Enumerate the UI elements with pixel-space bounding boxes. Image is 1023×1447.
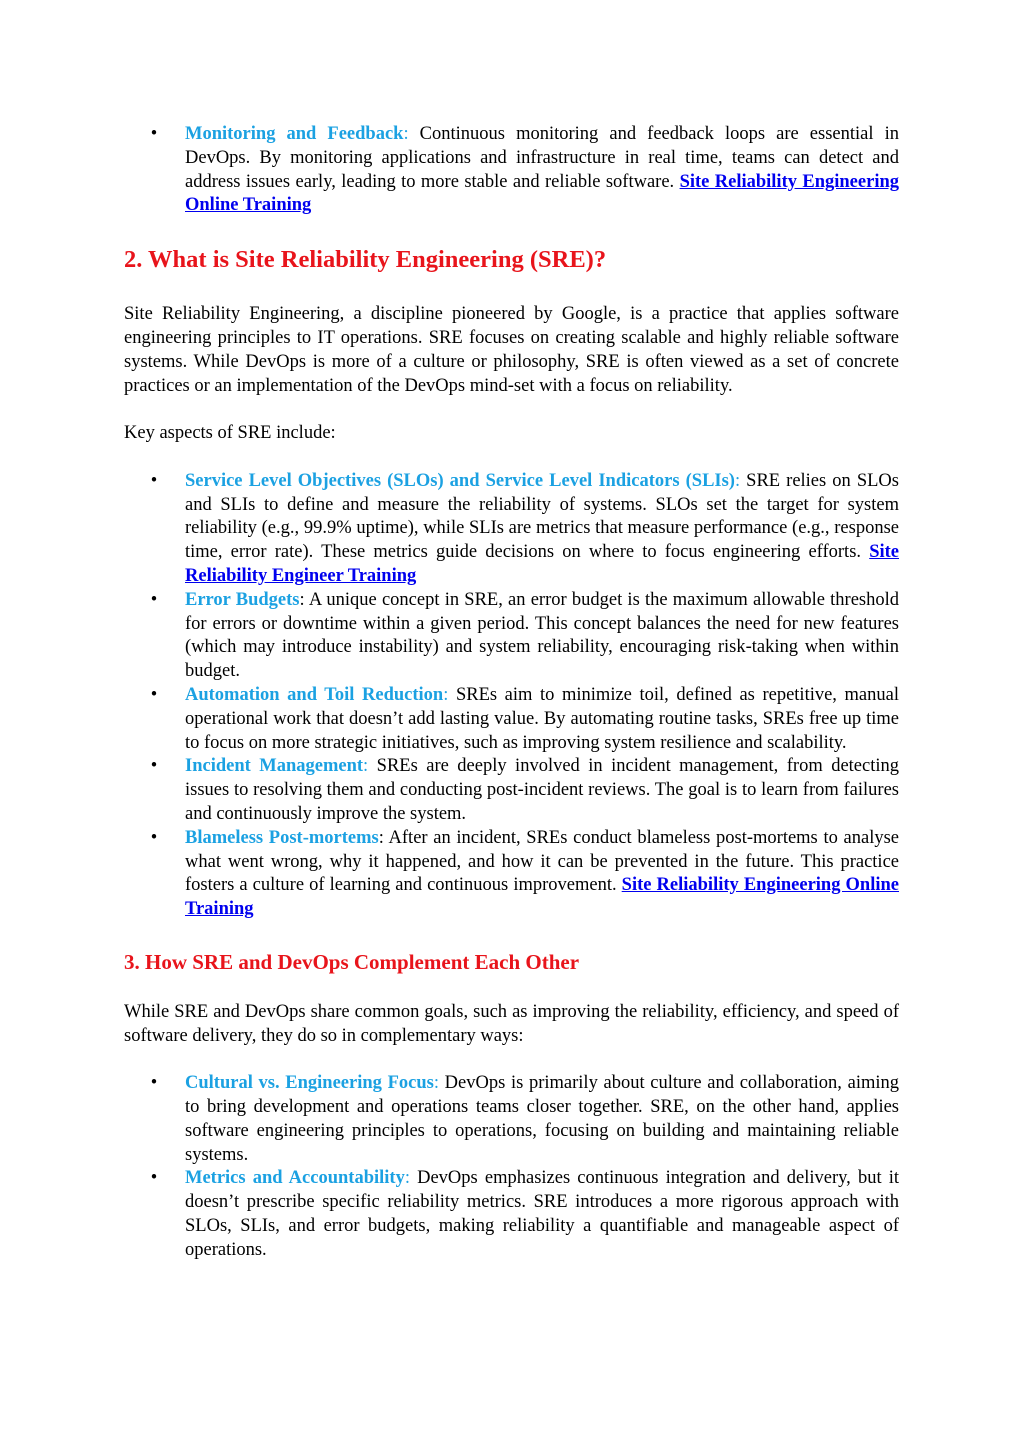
list-item — [150, 470, 899, 589]
list-item-term: Automation and Toil Reduction — [185, 684, 444, 705]
list-item-term: Blameless Post-mortems — [185, 827, 379, 848]
bullet-icon: • — [150, 589, 158, 610]
list-item-text: DevOps is primarily about culture and collaboration, aiming to bring development and operations teams closer together. SRE, on the other hand, applies software engineering principles to operations, focusing on building and maintaining reliable systems. — [185, 1073, 899, 1165]
list-item — [150, 589, 900, 684]
bullet-icon: • — [150, 470, 158, 491]
list-item-separator: : — [433, 1073, 439, 1094]
list-item-term: Incident Management — [185, 756, 364, 777]
bullet-icon: • — [150, 1168, 158, 1189]
list-item-text: A unique concept in SRE, an error budget is the maximum allowable threshold for errors or downtime within a given period. This concept balances the need for new features (which may introduce instability) and system reliability, encouraging risk-taking when within budget. — [185, 589, 900, 682]
list-item — [150, 827, 899, 922]
bullet-icon: • — [150, 124, 158, 144]
section-heading: 3. How SRE and DevOps Complement Each Other — [124, 949, 580, 974]
list-item-text: Continuous monitoring and feedback loops are essential in DevOps. By monitoring applications and infrastructure in real time, teams can detect and address issues early, leading to more stable and reliable software. — [185, 124, 899, 192]
list-item — [150, 684, 899, 755]
bullet-icon: • — [150, 827, 158, 848]
list-item — [150, 123, 899, 218]
list-item-text: SREs aim to minimize toil, defined as repetitive, manual operational work that doesn’t add lasting value. By automating routine tasks, SREs free up time to focus on more strategic initiatives, such as improving system resilience and scalability. — [185, 684, 899, 753]
training-link[interactable]: Site Reliability Engineering Online Training — [185, 875, 899, 920]
document-page — [124, 123, 899, 1263]
list-item-separator: : — [404, 1168, 410, 1189]
list-item-text: After an incident, SREs conduct blameless post-mortems to analyse what went wrong, why it happened, and how it can be prevented in the future. This practice fosters a culture of learning and continuous improvement. — [185, 827, 899, 896]
list-item — [150, 1167, 899, 1262]
list-item-separator: : — [378, 827, 384, 848]
list-item-term: Cultural vs. Engineering Focus — [185, 1073, 434, 1094]
list-item — [150, 1072, 899, 1167]
list-item-separator: : — [734, 470, 741, 491]
bullet-icon: • — [150, 756, 158, 777]
training-link[interactable]: Site Reliability Engineer Training — [185, 542, 899, 586]
list-item-text: SRE relies on SLOs and SLIs to define and measure the reliability of systems. SLOs set the target for system reliability (e.g., 99.9% uptime), while SLIs are metrics that measure performance (e.g., response time, error rate). These metrics guide decisions on where to focus engineering efforts. — [185, 470, 899, 563]
list-item-term: Error Budgets — [185, 589, 300, 610]
list-item-separator: : — [403, 124, 409, 144]
section-paragraph: Site Reliability Engineering, a discipline pioneered by Google, is a practice that applies software engineering principles to IT operations. SRE focuses on creating scalable and highly reliable software systems. While DevOps is more of a culture or philosophy, SRE is often viewed as a set of concrete practices or an implementation of the DevOps mind-set with a focus on reliability. — [124, 304, 899, 396]
bullet-icon: • — [150, 1073, 158, 1094]
list-item-term: Monitoring and Feedback — [185, 124, 404, 144]
bullet-icon: • — [150, 684, 158, 705]
intro-bullet-list — [124, 123, 899, 218]
list-item-separator: : — [363, 756, 369, 777]
key-aspects-intro: Key aspects of SRE include: — [124, 423, 336, 444]
list-item-separator: : — [443, 684, 449, 705]
list-item-term: Service Level Objectives (SLOs) and Service Level Indicators (SLIs) — [185, 470, 735, 491]
section-heading: 2. What is Site Reliability Engineering (SRE)? — [124, 246, 607, 274]
training-link[interactable]: Site Reliability Engineering Online Training — [185, 171, 899, 216]
list-item-text: DevOps emphasizes continuous integration and delivery, but it doesn’t prescribe specific reliability metrics. SRE introduces a more rigorous approach with SLOs, SLIs, and error budgets, making reliability a quantifiable and manageable aspect of operations. — [185, 1168, 899, 1260]
section-paragraph: While SRE and DevOps share common goals, such as improving the reliability, efficiency, and speed of software delivery, they do so in complementary ways: — [124, 1001, 899, 1046]
sre-aspects-list — [124, 470, 899, 922]
complement-list — [124, 1072, 899, 1262]
list-item — [150, 755, 900, 826]
list-item-text: SREs are deeply involved in incident management, from detecting issues to resolving them and conducting post-incident reviews. The goal is to learn from failures and continuously improve the system. — [185, 756, 900, 824]
list-item-separator: : — [299, 589, 305, 610]
list-item-term: Metrics and Accountability — [185, 1168, 405, 1189]
